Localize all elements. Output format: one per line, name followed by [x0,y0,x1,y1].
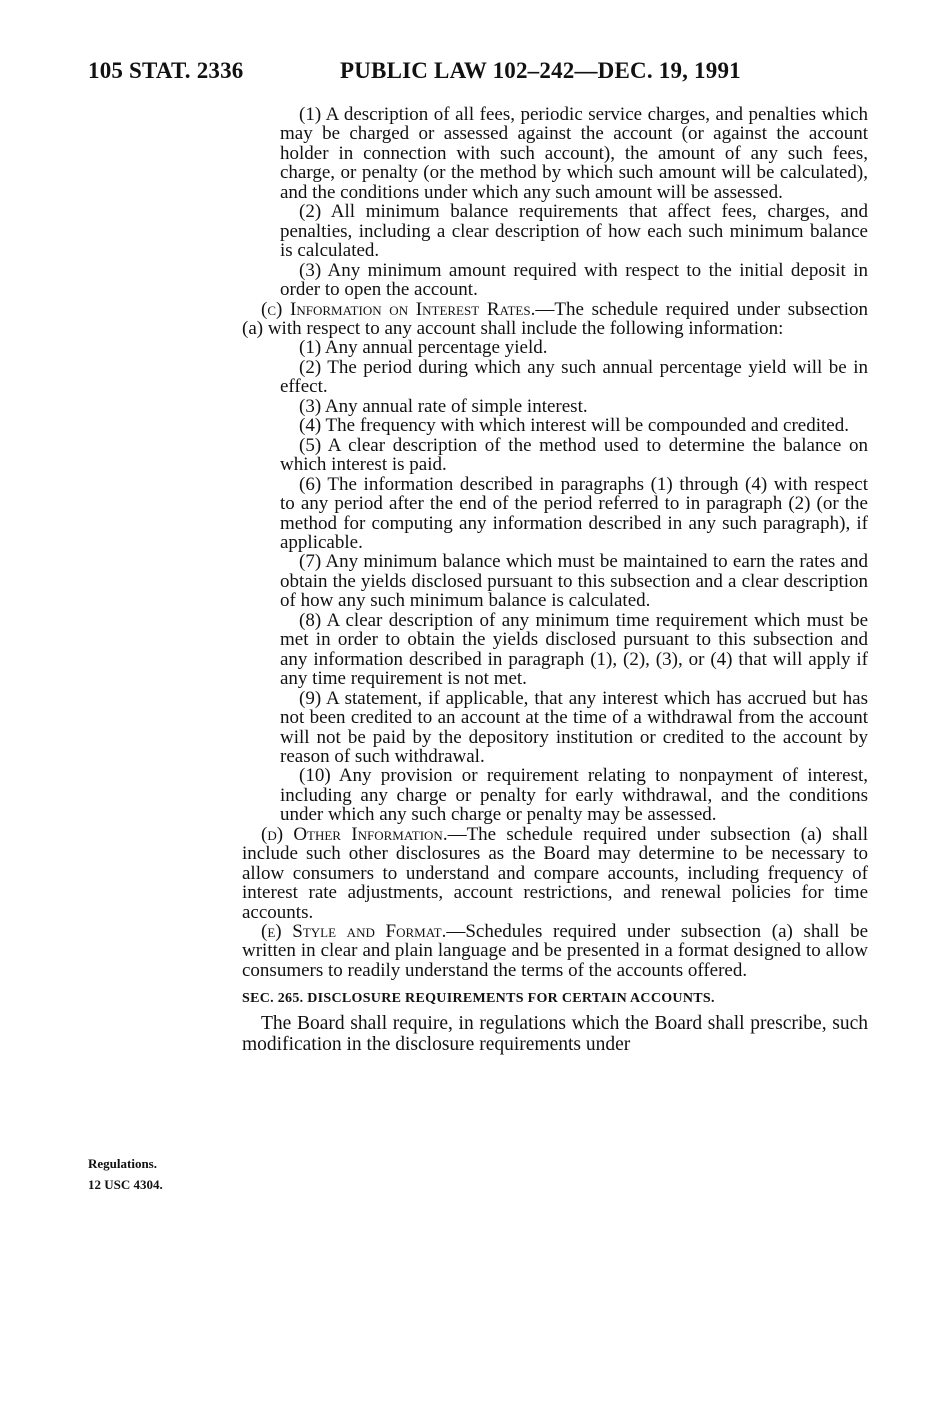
paragraph-c-5: (5) A clear description of the method used to determine the balance on which interest is paid. [280,434,868,476]
margin-note-regulations: Regulations. [88,1156,157,1171]
margin-note-usc: 12 USC 4304. [88,1177,163,1192]
section-265-text: The Board shall require, in regulations which the Board shall prescribe, such modification in the disclosure requirements under [242,1013,868,1056]
paragraph-c-1: (1) Any annual percentage yield. [299,337,548,359]
subsection-d-text: —The schedule required under subsection (a) shall include such other disclosures as the Board may determine to be necessary to allow consumers to understand and compare accounts, including frequency of interest rate adjustments, account restrictions, and renewal policies for time accounts. [242,823,868,923]
paragraph-b-1: (1) A description of all fees, periodic service charges, and penalties which may be charged or assessed against the account (or against the account holder in connection with such account), the amount of any such fees, charge, or penalty (or the method by which such amount will be calculated), and the conditions under which any such amount will be assessed. [280,104,868,203]
body-text [242,105,868,1055]
subsection-e-text: —Schedules required under subsection (a) shall be written in clear and plain language and be presented in a format designed to allow consumers to readily understand the terms of the accounts offered. [242,921,868,981]
paragraph-c-9: (9) A statement, if applicable, that any interest which has accrued but has not been credited to an account at the time of a withdrawal from the account will not be paid by the depository institution or credited to the account by reason of such withdrawal. [280,687,868,767]
stat-reference: 105 STAT. 2336 [88,58,244,83]
subsection-c [242,300,868,339]
running-head [88,58,866,92]
subsection-e [242,922,868,980]
paragraph-c-2: (2) The period during which any such annual percentage yield will be in effect. [280,356,868,398]
margin-notes [88,1153,163,1195]
paragraph-c-7: (7) Any minimum balance which must be maintained to earn the rates and obtain the yields disclosed pursuant to this subsection and a clear description of how any such minimum balance is calculated. [280,551,868,612]
subsection-d-heading: (d) Other Information. [261,823,448,845]
public-law-reference: PUBLIC LAW 102–242—DEC. 19, 1991 [340,58,741,83]
paragraph-c-8: (8) A clear description of any minimum time requirement which must be met in order to obtain the yields disclosed pursuant to this subsection and any information described in paragraph (1), (2), (3), or (4) that will apply if any time requirement is not met. [280,609,868,690]
subsection-c-text: —The schedule required under subsection (a) with respect to any account shall include the following information: [242,298,868,339]
subsection-e-heading: (e) Style and Format. [261,921,447,943]
subsection-d [242,825,868,922]
paragraph-b-3: (3) Any minimum amount required with respect to the initial deposit in order to open the account. [280,259,868,301]
paragraph-c-10: (10) Any provision or requirement relating to nonpayment of interest, including any charge or penalty for early withdrawal, and the conditions under which any such charge or penalty may be assessed. [280,765,868,826]
paragraph-b-2: (2) All minimum balance requirements that affect fees, charges, and penalties, including a clear description of how each such minimum balance is calculated. [280,201,868,262]
paragraph-c-4: (4) The frequency with which interest will be compounded and credited. [299,415,849,437]
subsection-c-heading: (c) Information on Interest Rates. [261,298,536,320]
paragraph-c-6: (6) The information described in paragraphs (1) through (4) with respect to any period after the end of the period referred to in paragraph (2) (or the method for computing any information described in any such paragraph), if applicable. [280,473,868,553]
section-265-heading: SEC. 265. DISCLOSURE REQUIREMENTS FOR CERTAIN ACCOUNTS. [242,991,715,1007]
paragraph-c-3: (3) Any annual rate of simple interest. [299,395,588,417]
